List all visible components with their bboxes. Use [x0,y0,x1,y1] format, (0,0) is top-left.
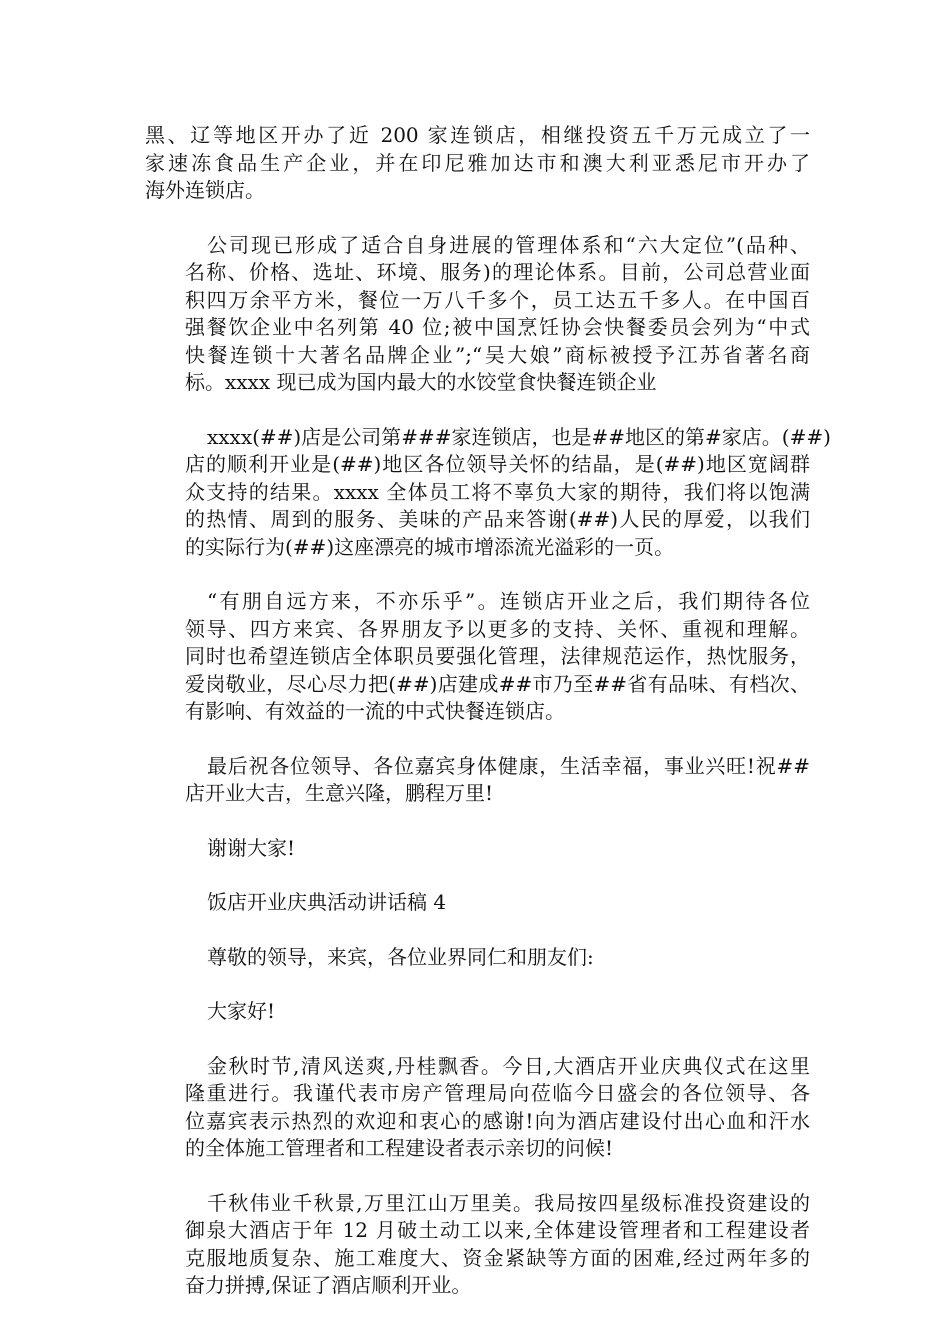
body-paragraph [145,753,810,808]
text-line: 公司现已形成了适合自身进展的管理体系和“六大定位”(品种、 [207,232,810,257]
body-paragraph [145,122,810,205]
text-line: 家速冻食品生产企业，并在印尼雅加达市和澳大利亚悉尼市开办了 [145,150,810,175]
text-line: 的实际行为(##)这座漂亮的城市增添流光溢彩的一页。 [185,534,675,559]
body-paragraph [145,1053,810,1163]
text-line: 爱岗敬业，尽心尽力把(##)店建成##市乃至##省有品味、有档次、 [185,671,810,696]
body-paragraph [145,944,810,972]
text-line: 克服地质复杂、施工难度大、资金紧缺等方面的困难,经过两年多的 [185,1245,810,1270]
text-line: 千秋伟业千秋景,万里江山万里美。我局按四星级标准投资建设的 [207,1190,810,1215]
text-line: 金秋时节,清风送爽,丹桂飘香。今日,大酒店开业庆典仪式在这里 [207,1053,810,1078]
body-paragraph [145,835,810,863]
text-line: 快餐连锁十大著名品牌企业”;“吴大娘”商标被授予江苏省著名商 [185,342,810,367]
text-line: 积四万余平方米，餐位一万八千多个，员工达五千多人。在中国百 [185,287,810,312]
text-line: 隆重进行。我谨代表市房产管理局向莅临今日盛会的各位领导、各 [185,1081,810,1105]
text-line: 强餐饮企业中名列第 40 位;被中国烹饪协会快餐委员会列为“中式 [185,315,810,339]
text-line: xxxx(##)店是公司第###家连锁店，也是##地区的第#家店。(##) [207,424,831,449]
text-line: 店的顺利开业是(##)地区各位领导关怀的结晶，是(##)地区宽阔群 [185,452,810,476]
text-line: 同时也希望连锁店全体职员要强化管理，法律规范运作，热忱服务， [185,644,810,668]
body-paragraph [145,232,810,397]
text-line: 最后祝各位领导、各位嘉宾身体健康，生活幸福，事业兴旺!祝## [207,753,810,778]
text-line: 的热情、周到的服务、美味的产品来答谢(##)人民的厚爱，以我们 [185,507,810,531]
text-line: 奋力拼搏,保证了酒店顺利开业。 [185,1273,472,1297]
text-line: 大家好! [207,999,276,1023]
text-line: “有朋自远方来，不亦乐乎”。连锁店开业之后，我们期待各位 [207,589,810,613]
text-line: 御泉大酒店于年 12 月破土动工以来,全体建设管理者和工程建设者 [185,1218,810,1242]
text-line: 有影响、有效益的一流的中式快餐连锁店。 [185,699,565,723]
document-page [145,122,831,1327]
text-line: 的全体施工管理者和工程建设者表示亲切的问候! [185,1136,614,1160]
text-line: 领导、四方来宾、各界朋友予以更多的支持、关怀、重视和理解。 [185,616,810,641]
text-line: 海外连锁店。 [145,178,265,202]
text-line: 谢谢大家! [207,835,296,860]
body-paragraph [145,588,810,726]
body-paragraph [145,998,810,1026]
text-line: 标。xxxx 现已成为国内最大的水饺堂食快餐连锁企业 [185,370,657,394]
text-line: 饭店开业庆典活动讲话稿 4 [207,890,447,914]
text-line: 店开业大吉，生意兴隆，鹏程万里! [185,781,494,805]
text-line: 名称、价格、选址、环境、服务)的理论体系。目前，公司总营业面 [185,260,810,284]
text-line: 尊敬的领导，来宾，各位业界同仁和朋友们: [207,944,594,969]
body-paragraph [145,889,810,917]
text-line: 众支持的结果。xxxx 全体员工将不辜负大家的期待，我们将以饱满 [185,479,810,504]
body-paragraph [145,424,831,562]
body-paragraph [145,1190,810,1300]
text-line: 位嘉宾表示热烈的欢迎和衷心的感谢!向为酒店建设付出心血和汗水 [185,1108,810,1133]
text-line: 黑、辽等地区开办了近 200 家连锁店，相继投资五千万元成立了一 [145,123,810,147]
